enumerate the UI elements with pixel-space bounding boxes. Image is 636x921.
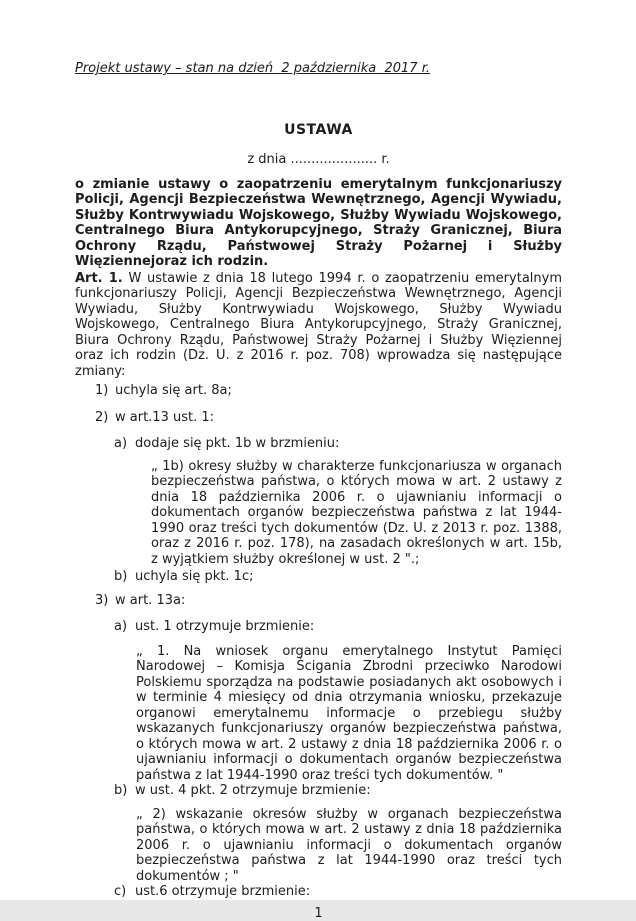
- list-item-3b: [75, 783, 562, 799]
- enactment-date-line: z dnia ..................... r.: [75, 152, 562, 168]
- page-number: 1: [75, 906, 562, 921]
- list-item-2a: [75, 436, 562, 452]
- article-1-paragraph: [75, 271, 562, 380]
- draft-status-header: Projekt ustawy – stan na dzień 2 października 2017 r.: [75, 61, 562, 77]
- list-item-3a: [75, 619, 562, 635]
- list-item-2b-marker: b): [114, 569, 127, 585]
- quote-pkt-2: „ 2) wskazanie okresów służby w organach bezpieczeństwa państwa, o których mowa w art. 2 ustawy z dnia 18 października 2006 r. o ujawnianiu informacji o dokumentach organów bezpieczeństwa państwa z lat 1944-1990 oraz treści tych dokumentów ; ": [136, 807, 562, 885]
- article-1-label: Art. 1.: [75, 271, 123, 286]
- list-item-2b-text: uchyla się pkt. 1c;: [135, 569, 254, 584]
- list-item-2-text: w art.13 ust. 1:: [115, 410, 214, 425]
- list-item-3-line: [75, 593, 562, 609]
- list-item-3b-marker: b): [114, 783, 127, 799]
- list-item-1-text: uchyla się art. 8a;: [115, 383, 232, 398]
- law-title: USTAWA: [75, 123, 562, 139]
- list-item-3a-marker: a): [114, 619, 127, 635]
- law-subject: o zmianie ustawy o zaopatrzeniu emerytalnym funkcjonariuszy Policji, Agencji Bezpieczeństwa Wewnętrznego, Agencji Wywiadu, Służby Kontrwywiadu Wojskowego, Służby Wywiadu Wojskowego, Centralnego Biura Antykorupcyjnego, Straży Granicznej, Biura Ochrony Rządu, Państwowej Straży Pożarnej i Służby Więziennejoraz ich rodzin.: [75, 177, 562, 270]
- list-item-2b: [75, 569, 562, 585]
- list-item-1: [75, 383, 562, 399]
- list-item-2a-marker: a): [114, 436, 127, 452]
- list-item-2-line: [75, 410, 562, 426]
- list-item-1-marker: 1): [95, 383, 108, 399]
- list-item-3b-text: w ust. 4 pkt. 2 otrzymuje brzmienie:: [135, 783, 371, 798]
- article-1-intro: W ustawie z dnia 18 lutego 1994 r. o zaopatrzeniu emerytalnym funkcjonariuszy Policji, Agencji Bezpieczeństwa Wewnętrznego, Agencji Wywiadu, Służby Kontrwywiadu Wojskowego, Służby Wywiadu Wojskowego, Centralnego Biura Antykorupcyjnego, Straży Granicznej, Biura Ochrony Rządu, Państwowej Straży Pożarnej i Służby Więziennej oraz ich rodzin (Dz. U. z 2016 r. poz. 708) wprowadza się następujące zmiany:: [75, 271, 562, 379]
- list-item-3-text: w art. 13a:: [115, 593, 185, 608]
- list-item-2-marker: 2): [95, 410, 108, 426]
- quote-pkt-1b: „ 1b) okresy służby w charakterze funkcjonariusza w organach bezpieczeństwa państwa, o których mowa w art. 2 ustawy z dnia 18 października 2006 r. o ujawnianiu informacji o dokumentach organów bezpieczeństwa państwa z lat 1944-1990 oraz treści tych dokumentów (Dz. U. z 2013 r. poz. 1388, oraz z 2016 r. poz. 178), na zasadach określonych w art. 15b, z wyjątkiem służby określonej w ust. 2 ".;: [151, 459, 562, 568]
- list-item-3c: [75, 884, 562, 900]
- list-item-2: [75, 410, 562, 585]
- list-item-3: [75, 593, 562, 900]
- list-item-3-marker: 3): [95, 593, 108, 609]
- list-item-3c-marker: c): [114, 884, 126, 900]
- list-item-3a-text: ust. 1 otrzymuje brzmienie:: [135, 619, 314, 634]
- list-item-3c-text: ust.6 otrzymuje brzmienie:: [135, 884, 310, 899]
- list-item-2a-text: dodaje się pkt. 1b w brzmieniu:: [135, 436, 339, 451]
- quote-ust-1: „ 1. Na wniosek organu emerytalnego Instytut Pamięci Narodowej – Komisja Ścigania Zbrodni przeciwko Narodowi Polskiemu sporządza na podstawie posiadanych akt osobowych i w terminie 4 miesięcy od dnia otrzymania wniosku, przekazuje organowi emerytalnemu informacje o przebiegu służby wskazanych funkcjonariuszy organów bezpieczeństwa państwa, o których mowa w art. 2 ustawy z dnia 18 października 2006 r. o ujawnianiu informacji o dokumentach organów bezpieczeństwa państwa z lat 1944-1990 oraz treści tych dokumentów. ": [136, 644, 562, 784]
